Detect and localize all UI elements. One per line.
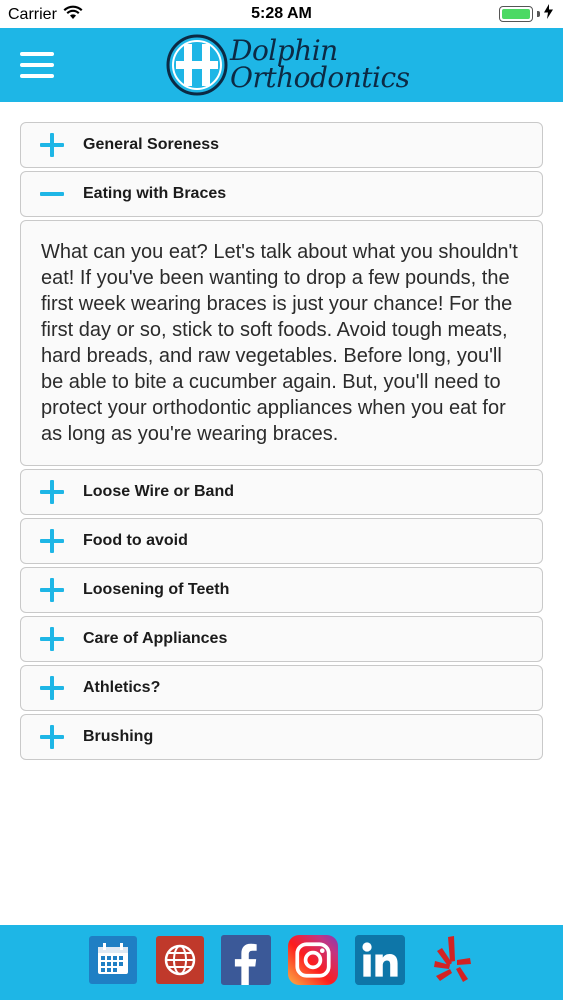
accordion-label: Brushing xyxy=(83,728,154,745)
plus-icon xyxy=(40,725,64,749)
status-right xyxy=(499,4,553,24)
accordion-item-loose-wire[interactable] xyxy=(20,469,543,515)
carrier-label: Carrier xyxy=(8,6,57,23)
battery-icon xyxy=(499,6,533,22)
logo-line-2: Orthodontics xyxy=(230,61,410,94)
accordion-header[interactable] xyxy=(21,715,542,759)
accordion-content-eating-with-braces xyxy=(20,220,543,466)
accordion-header[interactable] xyxy=(21,666,542,710)
accordion-label: Loose Wire or Band xyxy=(83,483,234,500)
plus-icon xyxy=(40,480,64,504)
yelp-icon[interactable] xyxy=(426,935,476,985)
accordion-label: General Soreness xyxy=(83,136,220,153)
facebook-icon[interactable] xyxy=(221,935,271,985)
accordion-item-brushing[interactable] xyxy=(20,714,543,760)
accordion-label: Eating with Braces xyxy=(83,185,227,202)
accordion-header[interactable] xyxy=(21,123,542,167)
calendar-icon[interactable] xyxy=(88,935,138,985)
plus-icon xyxy=(40,578,64,602)
status-bar xyxy=(0,0,563,28)
minus-icon xyxy=(40,182,64,206)
accordion-label: Food to avoid xyxy=(83,532,188,549)
accordion-content-text: What can you eat? Let's talk about what you shouldn't eat! If you've been wanting to drop a few pounds, the first week wearing braces is just your chance! For the first day or so, stick to soft foods. Avoid tough meats, hard breads, and raw vegetables. Before long, you'll be able to bite a cucumber again. But, you'll need to protect your orthodontic appliances when you eat for as long as you're wearing braces. xyxy=(41,241,518,445)
accordion-header[interactable] xyxy=(21,617,542,661)
accordion-label: Care of Appliances xyxy=(83,630,228,647)
plus-icon xyxy=(40,627,64,651)
battery-tip xyxy=(537,11,540,17)
instagram-icon[interactable] xyxy=(288,935,338,985)
accordion-item-food-to-avoid[interactable] xyxy=(20,518,543,564)
faq-accordion xyxy=(20,122,543,763)
accordion-item-loosening-of-teeth[interactable] xyxy=(20,567,543,613)
accordion-item-general-soreness[interactable] xyxy=(20,122,543,168)
accordion-item-care-of-appliances[interactable] xyxy=(20,616,543,662)
accordion-header[interactable] xyxy=(21,172,542,216)
globe-icon[interactable] xyxy=(155,935,205,985)
status-time: 5:28 AM xyxy=(251,5,312,22)
hamburger-menu-icon[interactable] xyxy=(20,52,54,78)
linkedin-icon[interactable] xyxy=(355,935,405,985)
battery-fill xyxy=(502,9,530,19)
charging-bolt-icon xyxy=(544,4,553,24)
social-footer xyxy=(0,925,563,1000)
logo-line-1: Dolphin xyxy=(230,34,338,67)
accordion-header[interactable] xyxy=(21,568,542,612)
accordion-label: Athletics? xyxy=(83,679,161,696)
dolphin-orthodontics-logo[interactable] xyxy=(166,34,410,96)
accordion-label: Loosening of Teeth xyxy=(83,581,230,598)
plus-icon xyxy=(40,133,64,157)
accordion-item-eating-with-braces[interactable] xyxy=(20,171,543,217)
accordion-header[interactable] xyxy=(21,519,542,563)
accordion-header[interactable] xyxy=(21,470,542,514)
app-header xyxy=(0,28,563,102)
plus-icon xyxy=(40,676,64,700)
plus-icon xyxy=(40,529,64,553)
accordion-item-athletics[interactable] xyxy=(20,665,543,711)
